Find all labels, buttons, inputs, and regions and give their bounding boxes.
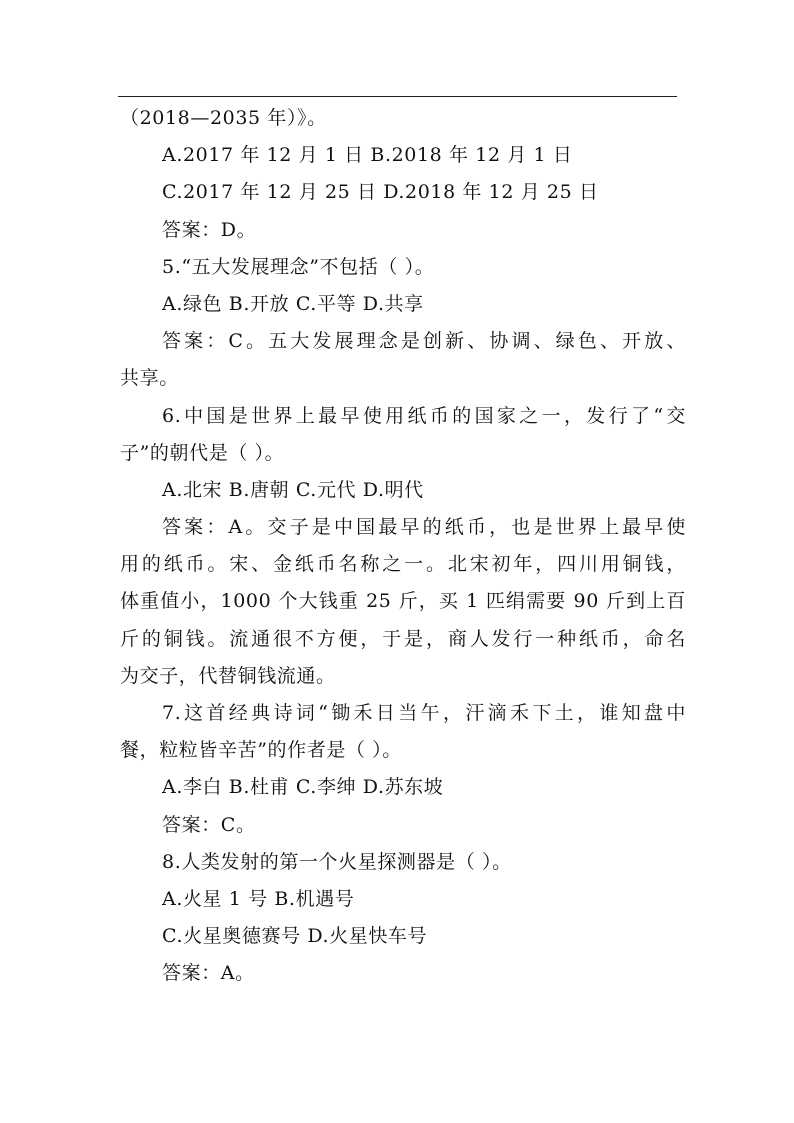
- text-line: 体重值小，1000 个大钱重 25 斤，买 1 匹绢需要 90 斤到上百: [120, 590, 686, 613]
- text-line: C.2017 年 12 月 25 日 D.2018 年 12 月 25 日: [162, 181, 599, 204]
- text-line: 用的纸币。宋、金纸币名称之一。北宋初年，四川用铜钱，: [120, 553, 686, 576]
- header-rule: [118, 96, 677, 97]
- text-line: A.火星 1 号 B.机遇号: [162, 887, 355, 910]
- text-line: 8.人类发射的第一个火星探测器是（ ）。: [162, 850, 512, 873]
- text-line: A.北宋 B.唐朝 C.元代 D.明代: [162, 478, 424, 501]
- text-line: 为交子，代替铜钱流通。: [120, 664, 336, 687]
- text-line: 答案：C。五大发展理念是创新、协调、绿色、开放、: [162, 330, 686, 353]
- text-line: C.火星奥德赛号 D.火星快车号: [162, 925, 428, 948]
- text-line: A.李白 B.杜甫 C.李绅 D.苏东坡: [162, 776, 444, 799]
- text-line: 斤的铜钱。流通很不方便，于是，商人发行一种纸币，命名: [120, 627, 686, 650]
- text-line: A.2017 年 12 月 1 日 B.2018 年 12 月 1 日: [162, 144, 573, 167]
- text-line: A.绿色 B.开放 C.平等 D.共享: [162, 292, 424, 315]
- text-line: （2018—2035 年）》。: [120, 107, 327, 129]
- text-line: 5.“五大发展理念”不包括（ ）。: [162, 255, 435, 278]
- text-line: 子”的朝代是（ ）。: [120, 441, 285, 464]
- text-line: 答案：A。: [162, 962, 255, 985]
- text-line: 答案：D。: [162, 218, 257, 241]
- text-line: 答案：C。: [162, 813, 256, 836]
- text-line: 餐，粒粒皆辛苦”的作者是（ ）。: [120, 739, 402, 762]
- text-line: 6.中国是世界上最早使用纸币的国家之一，发行了“交: [162, 404, 686, 427]
- text-line: 7.这首经典诗词“锄禾日当午，汗滴禾下土，谁知盘中: [162, 702, 686, 724]
- document-body: [120, 100, 686, 993]
- text-line: 答案：A。交子是中国最早的纸币，也是世界上最早使: [162, 516, 686, 539]
- text-line: 共享。: [120, 367, 179, 390]
